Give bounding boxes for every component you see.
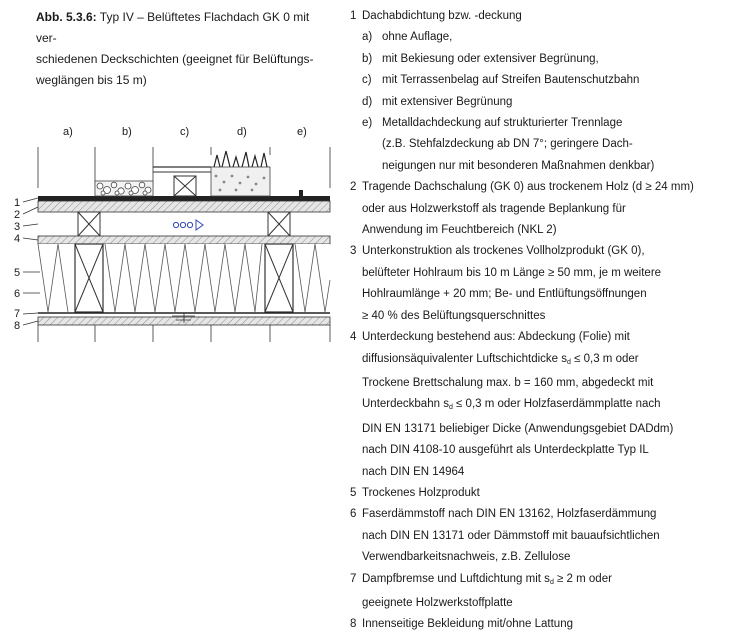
layer-label-7: 7 <box>14 308 21 320</box>
gravel-layer <box>95 181 153 196</box>
layer-label-6: 6 <box>14 288 21 300</box>
layer-label-2: 2 <box>14 209 21 221</box>
legend-sub-e-cont-1: (z.B. Stehfalzdeckung ab DN 7°; geringere Dach- <box>382 138 633 151</box>
legend-item-4: 4 Unterdeckung bestehend aus: Abdeckung (Folie) mit diffusionsäquivalenter Luftschichtdicke $s_d \le 0,3$ m oder Trockene Brettschalung max. b = 160 mm, abgedeckt mit Unterdeckbahn $s_d \le 0,3$ m oder Holzfaserdämmplatte nach DIN EN 13171 beliebiger Dicke (Anwendungsgebiet DADdm) nach DIN 4108-10 ausgeführt als Unterdeckplatte Typ IL nach DIN EN 14964 <box>350 331 674 478</box>
airflow-icon <box>173 220 203 230</box>
underlay-layer <box>38 236 330 244</box>
legend-sub-e-cont-2: neigungen nur mit besonderen Maßnahmen denkbar) <box>382 159 655 172</box>
leader-lines <box>23 198 40 325</box>
roof-decking <box>38 201 330 212</box>
greening-layer <box>211 151 270 196</box>
variant-label-c: c) <box>180 126 190 138</box>
variant-label-a: a) <box>63 126 73 138</box>
legend-sub-a: a) ohne Auflage, <box>362 31 453 44</box>
legend-item-7: 7 Dampfbremse und Luftdichtung mit $s_d \ge 2$ m oder geeignete Holzwerkstoffplatte <box>350 572 612 609</box>
terrace-layer <box>153 167 211 196</box>
layer-label-3: 3 <box>14 221 21 233</box>
legend-sub-c: c) mit Terrassenbelag auf Streifen Bautenschutzbahn <box>362 74 640 87</box>
legend-item-5: 5 Trockenes Holzprodukt <box>350 486 480 499</box>
legend-item-8: 8 Innenseitige Bekleidung mit/ohne Lattung <box>350 618 573 631</box>
legend-item-1: 1 Dachabdichtung bzw. -deckung <box>350 10 522 22</box>
legend-item-2: 2 Tragende Dachschalung (GK 0) aus trockenem Holz (d ≥ 24 mm) oder aus Holzwerkstoff als tragende Beplankung für Anwendung im Feuchtbereich (NKL 2) <box>350 181 694 237</box>
batten-right <box>268 212 290 236</box>
legend-item-1-text: Dachabdichtung bzw. -deckung <box>362 10 522 22</box>
legend-item-3: 3 Unterkonstruktion als trockenes Vollholzprodukt (GK 0), belüfteter Hohlraum bis 10 m Länge ≥ 50 mm, je m weitere Hohlraumlänge + 20 mm; Be- und Entlüftungsöffnungen ≥ 40 % des Belüftungsquerschnittes <box>350 245 662 322</box>
layer-label-5: 5 <box>14 267 21 279</box>
roof-membrane <box>38 196 330 201</box>
variant-label-b: b) <box>122 126 132 138</box>
caption-line-1: Abb. 5.3.6: Typ IV – Belüftetes Flachdach GK 0 mit ver- <box>36 10 310 45</box>
variant-label-d: d) <box>237 126 247 138</box>
layer-label-4: 4 <box>14 233 21 245</box>
legend-list <box>350 6 725 636</box>
figure-number: Abb. 5.3.6: <box>36 10 97 24</box>
legend-item-6: 6 Faserdämmstoff nach DIN EN 13162, Holzfaserdämmung nach DIN EN 13171 oder Dämmstoff mit bauaufsichtlichen Verwendbarkeitsnachweis, z.B. Zellulose <box>350 508 660 564</box>
batten-left <box>78 212 100 236</box>
rafter-left <box>75 244 103 312</box>
variant-label-e: e) <box>297 126 307 138</box>
bottom-separators <box>38 325 330 342</box>
rafter-right <box>265 244 293 312</box>
layer-label-1: 1 <box>14 197 21 209</box>
caption-line-2: schiedenen Deckschichten (geeignet für Belüftungs- <box>36 52 314 66</box>
legend-sub-d: d) mit extensiver Begrünung <box>362 95 513 108</box>
layer-label-8: 8 <box>14 320 21 332</box>
caption-line-3: weglängen bis 15 m) <box>36 73 147 87</box>
legend-sub-b: b) mit Bekiesung oder extensiver Begrünung, <box>362 52 599 65</box>
standing-seam <box>299 190 303 196</box>
legend-sub-e: e) Metalldachdeckung auf strukturierter Trennlage <box>362 117 623 130</box>
